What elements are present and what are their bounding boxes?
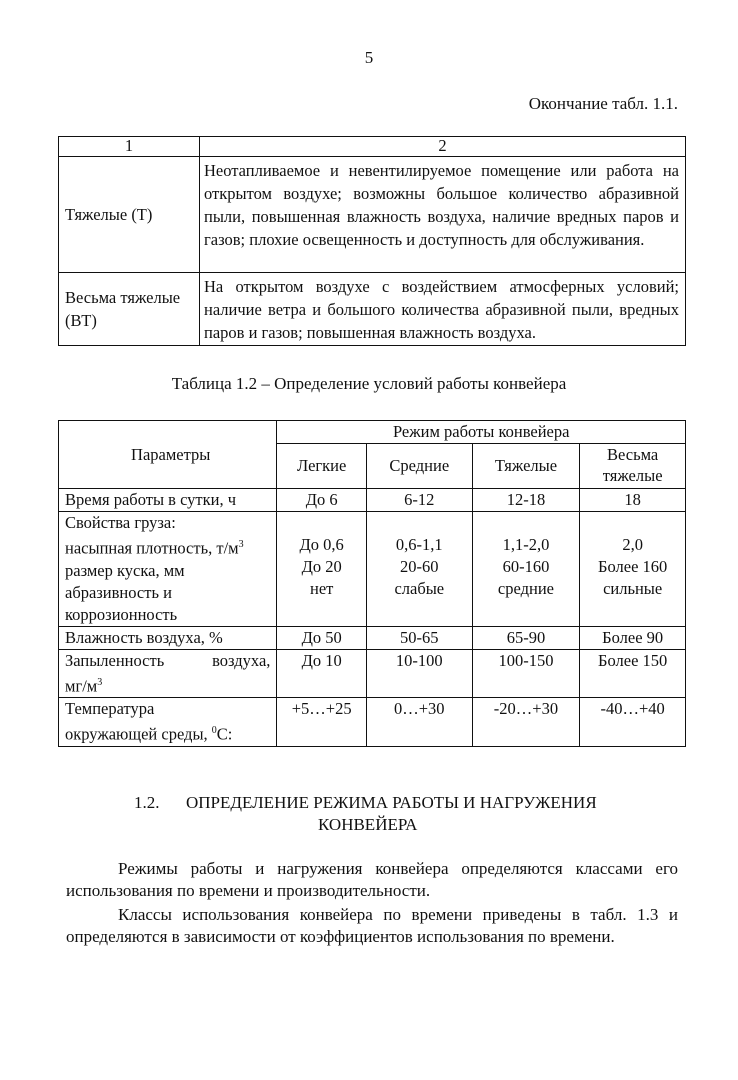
table-row bbox=[59, 512, 686, 627]
value-cell: -40…+40 bbox=[580, 698, 686, 747]
param-line: абразивность и bbox=[65, 582, 172, 602]
value-cell: Более 150 bbox=[580, 649, 686, 698]
table-row bbox=[59, 698, 686, 747]
value-cell: 0,6-1,1 20-60 слабые bbox=[366, 512, 472, 627]
conditions-table-continuation bbox=[58, 136, 686, 346]
mode-header-very-heavy: Весьма тяжелые bbox=[580, 444, 686, 489]
operating-conditions-table bbox=[58, 420, 686, 747]
param-cell bbox=[59, 512, 277, 627]
table-row bbox=[59, 489, 686, 512]
param-cell: Время работы в сутки, ч bbox=[59, 489, 277, 512]
parameters-header: Параметры bbox=[59, 421, 277, 489]
value-cell: До 50 bbox=[277, 626, 367, 649]
section-title-line1: ОПРЕДЕЛЕНИЕ РЕЖИМА РАБОТЫ И НАГРУЖЕНИЯ bbox=[186, 793, 597, 812]
column-number-2: 2 bbox=[200, 137, 686, 157]
value-cell: До 6 bbox=[277, 489, 367, 512]
description-cell: На открытом воздухе с воздействием атмосферных условий; наличие ветра и большого количества абразивной пыли, вредных паров и газов; повышенная влажность воздуха. bbox=[200, 273, 686, 346]
table-row bbox=[59, 273, 686, 346]
param-line: Свойства груза: bbox=[65, 513, 176, 532]
value-cell: 2,0 Более 160 сильные bbox=[580, 512, 686, 627]
value-cell: 0…+30 bbox=[366, 698, 472, 747]
param-cell: Температура окружающей среды, $^0$С: bbox=[59, 698, 277, 747]
category-cell: Тяжелые (Т) bbox=[59, 157, 200, 273]
value-cell: 10-100 bbox=[366, 649, 472, 698]
page-number: 5 bbox=[364, 48, 374, 67]
param-cell: Запыленность воздуха, $мг/м^3$ bbox=[59, 649, 277, 698]
mode-header-heavy: Тяжелые bbox=[472, 444, 580, 489]
value-cell: Более 90 bbox=[580, 626, 686, 649]
value-cell: 6-12 bbox=[366, 489, 472, 512]
value-cell: 18 bbox=[580, 489, 686, 512]
param-cell: Влажность воздуха, % bbox=[59, 626, 277, 649]
body-paragraph: Режимы работы и нагружения конвейера определяются классами его использования по времени и производительности. bbox=[66, 859, 678, 900]
value-cell: 1,1-2,0 60-160 средние bbox=[472, 512, 580, 627]
param-line: размер куска, мм bbox=[65, 560, 185, 580]
section-number: 1.2. bbox=[134, 793, 160, 812]
table-caption: Таблица 1.2 – Определение условий работы конвейера bbox=[171, 374, 567, 393]
table-header-row bbox=[59, 137, 686, 157]
param-line: насыпная плотность, $т/м^3$ bbox=[65, 538, 244, 558]
value-cell: 50-65 bbox=[366, 626, 472, 649]
mode-header-medium: Средние bbox=[366, 444, 472, 489]
table-row bbox=[59, 649, 686, 698]
value-cell: До 0,6 До 20 нет bbox=[277, 512, 367, 627]
table-header-row bbox=[59, 421, 686, 444]
value-cell: 12-18 bbox=[472, 489, 580, 512]
value-cell: 100-150 bbox=[472, 649, 580, 698]
table-row bbox=[59, 157, 686, 273]
table-continuation-label: Окончание табл. 1.1. bbox=[528, 94, 678, 113]
description-cell: Неотапливаемое и невентилируемое помещение или работа на открытом воздухе; возможны большое количество абразивной пыли, повышенная влажность воздуха, наличие вредных паров и газов; плохие освещенность и доступность для обслуживания. bbox=[200, 157, 686, 273]
column-number-1: 1 bbox=[59, 137, 200, 157]
category-cell: Весьма тяжелые (ВТ) bbox=[59, 273, 200, 346]
mode-header-light: Легкие bbox=[277, 444, 367, 489]
body-paragraph: Классы использования конвейера по времени приведены в табл. 1.3 и определяются в зависимости от коэффициентов использования по времени. bbox=[66, 905, 678, 946]
mode-group-header: Режим работы конвейера bbox=[277, 421, 686, 444]
section-heading bbox=[134, 792, 694, 836]
value-cell: -20…+30 bbox=[472, 698, 580, 747]
section-title-line2: КОНВЕЙЕРА bbox=[318, 815, 418, 834]
value-cell: 65-90 bbox=[472, 626, 580, 649]
value-cell: +5…+25 bbox=[277, 698, 367, 747]
table-row bbox=[59, 626, 686, 649]
param-line: коррозионность bbox=[65, 604, 178, 624]
value-cell: До 10 bbox=[277, 649, 367, 698]
